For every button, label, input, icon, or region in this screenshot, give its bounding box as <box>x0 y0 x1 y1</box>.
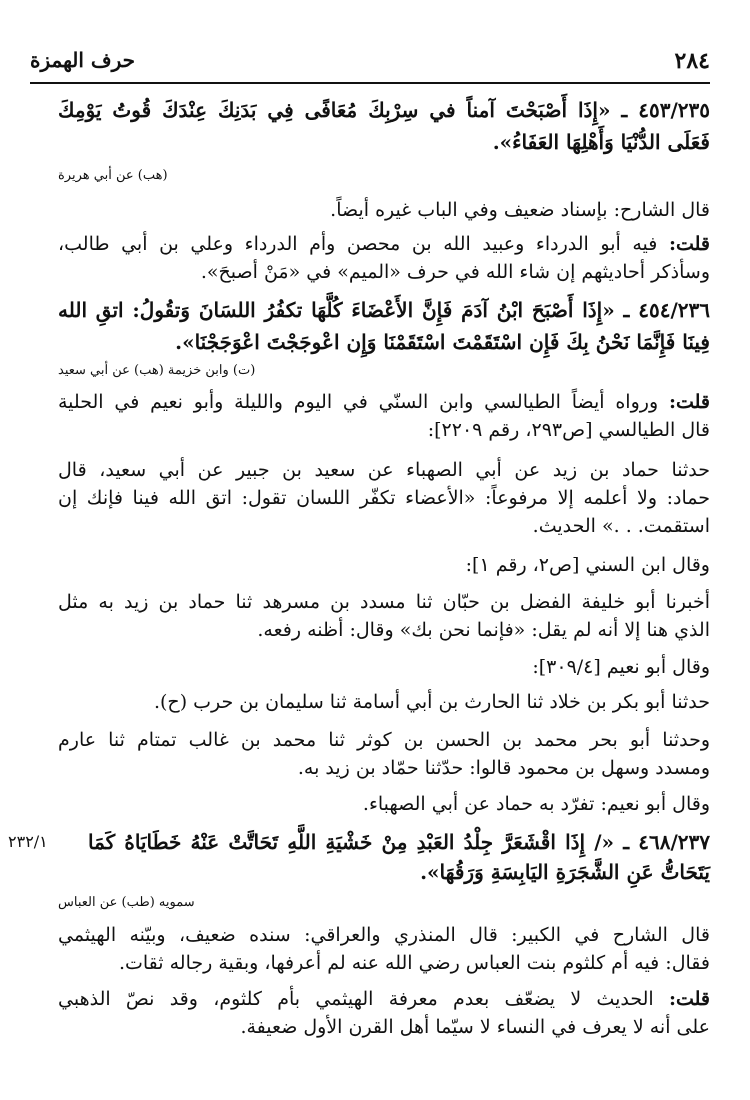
qult-label: قلت: <box>668 233 710 255</box>
commentary-236-line-9: وقال أبو نعيم [٣٠٩/٤]: <box>532 656 710 678</box>
commentary-235-sharih: قال الشارح: بإسناد ضعيف وفي الباب غيره أيضاً. <box>330 199 710 221</box>
commentary-236-line-4: حماد: ولا أعلمه إلا مرفوعاً: «الأعضاء تكفّر اللسان تقول: اتق الله فينا فإنك إن <box>58 487 710 509</box>
commentary-236-line-8: الذي هنا إلا أنه لم يقل: «فإنما نحن بك» وقال: أظنه رفعه. <box>257 619 710 641</box>
commentary-237-line-1: قال الشارح في الكبير: قال المنذري والعراقي: سنده ضعيف، وبيّنه الهيثمي <box>58 924 710 946</box>
commentary-236-line-13: وقال أبو نعيم: تفرّد به حماد عن أبي الصهباء. <box>362 793 710 815</box>
commentary-236-line-3: حدثنا حماد بن زيد عن أبي الصهباء عن سعيد بن جبير عن أبي سعيد، قال <box>58 459 710 481</box>
commentary-237-line-3 <box>58 987 710 1011</box>
commentary-236-line-11: وحدثنا أبو بحر محمد بن الحسن بن كوثر ثنا محمد بن غالب تمتام ثنا عارم <box>58 729 710 751</box>
hadith-237-source: سمويه (طب) عن العباس <box>58 895 195 910</box>
hadith-235-source: (هب) عن أبي هريرة <box>58 168 168 183</box>
commentary-236-line-1 <box>58 390 710 414</box>
commentary-236-line-6: وقال ابن السني [ص٢، رقم ١]: <box>465 554 710 576</box>
hadith-236-line-2: فِينَا فَإِنَّمَا نَحْنُ بِكَ فَإِن اسْتَقَمْتَ اسْتَقَمْنَا وَإِن اعْوجَجْتَ اعْوَجَجْنَا». <box>175 330 710 354</box>
commentary-237-line-4: على أنه لا يعرف في النساء لا سيّما أهل القرن الأول ضعيفة. <box>240 1016 710 1038</box>
hadith-235-line-1: ٤٥٣/٢٣٥ ـ «إِذَا أَصْبَحْتَ آمناً في سِرْبِكَ مُعَافًى فِي بَدَنِكَ عِنْدَكَ قُوتُ يَوْمِكَ <box>58 98 710 122</box>
margin-reference: ٢٣٢/١ <box>8 832 48 851</box>
commentary-236-line-5: استقمت. . .» الحديث. <box>532 515 710 537</box>
commentary-235-line-2: وسأذكر أحاديثهم إن شاء الله في حرف «الميم» في «مَنْ أصبحَ». <box>200 261 710 283</box>
commentary-text: الحديث لا يضعّف بعدم معرفة الهيثمي بأم كلثوم، وقد نصّ الذهبي <box>58 988 654 1010</box>
hadith-237-line-2: يَتَحَاتُّ عَنِ الشَّجَرَةِ اليَابِسَةِ وَرَقُهَا». <box>420 860 710 884</box>
chapter-title: حرف الهمزة <box>30 48 136 72</box>
commentary-236-line-7: أخبرنا أبو خليفة الفضل بن حبّان ثنا مسدد بن مسرهد ثنا حماد بن زيد به مثل <box>58 591 710 613</box>
commentary-236-line-12: ومسدد وسهل بن محمود قالوا: حدّثنا حمّاد بن زيد به. <box>297 757 710 779</box>
hadith-237-line-1: ٤٦٨/٢٣٧ ـ «/ إِذَا اقْشَعَرَّ جِلْدُ العَبْدِ مِنْ خَشْيَةِ اللَّهِ تَحَاتَّتْ عَنْهُ خَطَايَاهُ كَمَا <box>88 830 710 854</box>
commentary-235-line-1 <box>58 232 710 256</box>
commentary-236-line-2: قال الطيالسي [ص٢٩٣، رقم ٢٢٠٩]: <box>427 419 710 441</box>
commentary-text: ورواه أيضاً الطيالسي وابن السنّي في اليوم والليلة وأبو نعيم في الحلية <box>58 391 659 413</box>
commentary-237-line-2: فقال: فيه أم كلثوم بنت العباس رضي الله عنه لم أعرفها، وبقية رجاله ثقات. <box>118 952 710 974</box>
page-header <box>30 44 710 78</box>
hadith-236-source: (ت) وابن خزيمة (هب) عن أبي سعيد <box>58 363 256 378</box>
qult-label: قلت: <box>668 391 710 413</box>
qult-label: قلت: <box>668 988 710 1010</box>
hadith-236-line-1: ٤٥٤/٢٣٦ ـ «إِذَا أَصْبَحَ ابْنُ آدَمَ فَإِنَّ الأَعْضَاءَ كُلَّهَا تكفُرُ اللسَانَ وَتقُولُ: اتقِ الله <box>58 298 710 322</box>
page-number: ٢٨٤ <box>674 48 710 74</box>
hadith-235-line-2: فَعَلَى الدُّنْيَا وَأَهْلِهَا العَفَاءُ». <box>492 130 710 154</box>
header-divider <box>30 82 710 84</box>
commentary-236-line-10: حدثنا أبو بكر بن خلاد ثنا الحارث بن أبي أسامة ثنا سليمان بن حرب (ح). <box>153 691 710 713</box>
commentary-text: فيه أبو الدرداء وعبيد الله بن محصن وأم الدرداء وعلي بن أبي طالب، <box>58 233 658 255</box>
